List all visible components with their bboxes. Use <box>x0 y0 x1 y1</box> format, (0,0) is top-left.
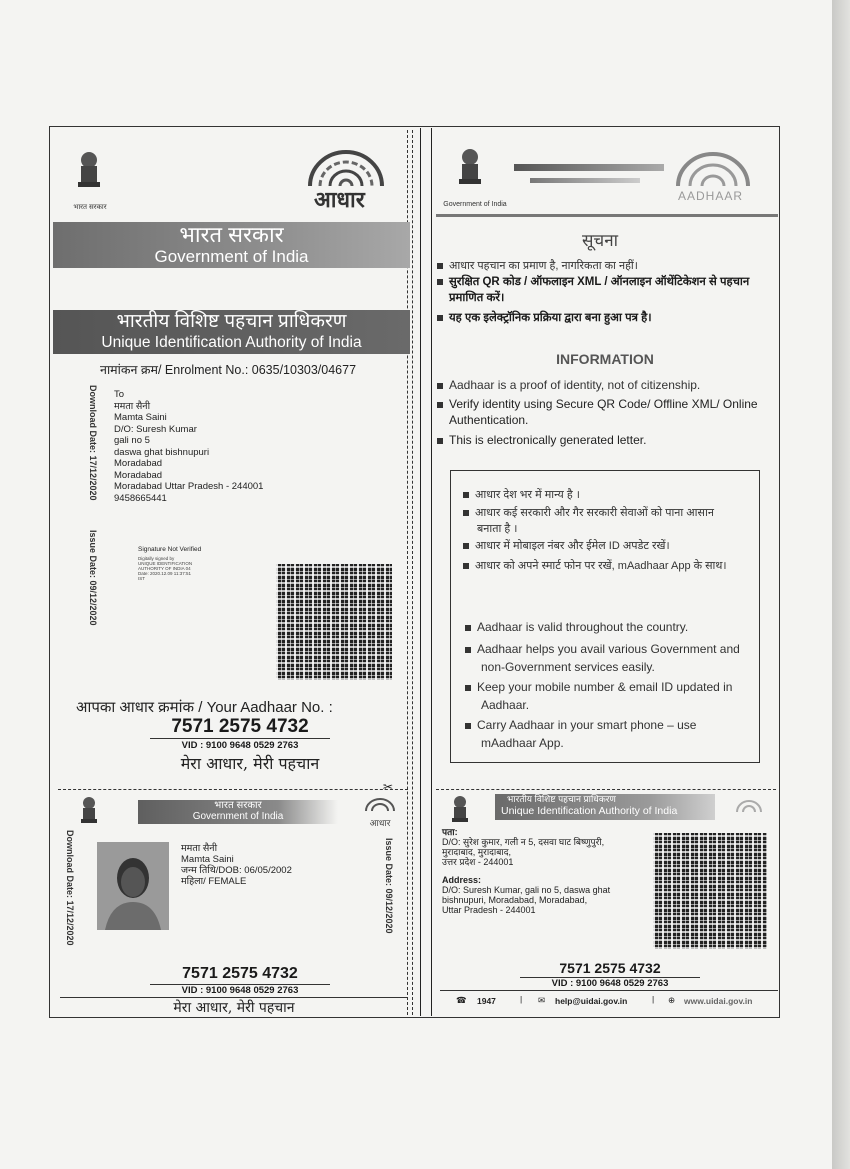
box-text: Carry Aadhaar in your smart phone – use mAadhaar App. <box>477 718 697 750</box>
address-line: Moradabad <box>114 458 163 469</box>
box-text: आधार देश भर में मान्य है । <box>475 489 580 501</box>
addr-label-hindi: पता: <box>442 827 458 837</box>
photo <box>97 842 169 930</box>
box-hindi-item <box>463 558 767 574</box>
address-line: daswa ghat bishnupuri <box>114 446 210 458</box>
info-text: This is electronically generated letter. <box>449 433 647 447</box>
center-separator <box>420 128 432 1016</box>
card-gov-band <box>138 800 338 824</box>
box-english-item <box>465 678 761 714</box>
vid-number: VID : 9100 9648 0529 2763 <box>150 738 330 751</box>
info-text: Aadhaar is a proof of identity, not of citizenship. <box>449 378 701 392</box>
signature-label: Signature Not Verified <box>138 546 202 553</box>
aadhaar-logo-text: आधार <box>314 187 365 212</box>
phone-icon: ☎ <box>456 995 467 1005</box>
notice-text: सुरक्षित QR कोड / ऑफलाइन XML / ऑनलाइन ऑथेंटिकेशन से पहचान प्रमाणित करें। <box>449 276 750 304</box>
bullet-icon <box>463 543 469 549</box>
box-english-item <box>465 716 741 752</box>
address-line: Moradabad Uttar Pradesh - 244001 <box>114 481 264 492</box>
horizontal-cut-line <box>58 789 408 790</box>
bullet-icon <box>437 263 443 269</box>
paper-edge-shadow <box>832 0 850 1169</box>
notice-text: यह एक इलेक्ट्रॉनिक प्रक्रिया द्वारा बना हुआ पत्र है। <box>449 312 652 324</box>
box-text: Keep your mobile number & email ID updated in Aadhaar. <box>477 680 733 712</box>
addr-line: D/O: Suresh Kumar, gali no 5, daswa ghat <box>442 885 611 895</box>
bullet-icon <box>437 402 443 408</box>
signature-detail: Digitally signed by <box>138 556 175 561</box>
phone-number: 9458665441 <box>114 492 167 504</box>
slogan: मेरा आधार, मेरी पहचान <box>180 754 320 773</box>
card-gov-english: Government of India <box>192 811 284 822</box>
info-text: Verify identity using Secure QR Code/ Offline XML/ Online Authentication. <box>449 397 758 427</box>
box-hindi-item <box>463 538 762 554</box>
header-rule <box>436 214 778 217</box>
bullet-icon <box>437 315 443 321</box>
bullet-icon <box>437 279 443 285</box>
right-horizontal-cut-line <box>436 789 776 790</box>
enrolment-number: नामांकन क्रम/ Enrolment No.: 0635/10303/04677 <box>100 363 357 377</box>
box-hindi-item <box>463 505 737 537</box>
back-uidai-hindi: भारतीय विशिष्ट पहचान प्राधिकरण <box>507 794 616 804</box>
card-gender: महिला/ FEMALE <box>181 876 247 887</box>
signature-detail: UNIQUE IDENTIFICATION <box>138 561 193 566</box>
back-emblem-icon <box>449 795 471 825</box>
addr-line: Uttar Pradesh - 244001 <box>442 905 536 915</box>
box-text: आधार में मोबाइल नंबर और ईमेल ID अपडेट रखें। <box>475 540 670 552</box>
bullet-icon <box>463 492 469 498</box>
bullet-icon <box>465 723 471 729</box>
box-text: Aadhaar helps you avail various Government and non-Government services easily. <box>477 642 740 674</box>
gov-hindi: भारत सरकार <box>179 222 284 247</box>
back-qr-code <box>653 833 767 949</box>
bullet-icon <box>465 647 471 653</box>
bullet-icon <box>437 383 443 389</box>
card-download-date: Download Date: 17/12/2020 <box>65 830 75 946</box>
box-text: आधार कई सरकारी और गैर सरकारी सेवाओं को पाना आसान बनाता है । <box>475 507 714 535</box>
addr-hindi-line: D/O: सुरेश कुमार, गली न 5, दसवा घाट बिष्णुपुरी, <box>442 837 605 847</box>
address-line: gali no 5 <box>114 435 150 446</box>
signature-detail: Date: 2020.12.09 11:37:51 <box>138 571 191 576</box>
address-line: D/O: Suresh Kumar <box>114 423 197 435</box>
notice-item <box>437 258 757 274</box>
back-fingerprint-icon <box>734 796 764 817</box>
signature-detail: AUTHORITY OF INDIA 04 <box>138 566 191 571</box>
uidai-hindi: भारतीय विशिष्ट पहचान प्राधिकरण <box>116 311 347 332</box>
bullet-icon <box>437 438 443 444</box>
signature-detail: IST <box>138 576 146 581</box>
card-fingerprint-icon <box>363 797 397 811</box>
card-details <box>181 843 341 887</box>
box-english-item <box>465 619 766 635</box>
card-slogan: मेरा आधार, मेरी पहचान <box>60 997 408 1015</box>
header-stripe <box>530 178 640 183</box>
card-logo-text: आधार <box>369 818 391 828</box>
right-fingerprint-icon <box>668 150 758 186</box>
email-icon: ✉ <box>538 995 546 1005</box>
card-aadhaar-logo <box>360 797 400 829</box>
address-line: ममता सैनी <box>114 400 151 412</box>
right-emblem-caption: Government of India <box>443 201 507 208</box>
uidai-band <box>53 310 410 354</box>
address-line: Moradabad <box>114 469 163 481</box>
addr-label: Address: <box>442 875 482 885</box>
back-address <box>442 827 642 915</box>
aadhaar-logo <box>300 148 392 212</box>
gov-english: Government of India <box>154 247 309 266</box>
back-vid: VID : 9100 9648 0529 2763 <box>520 977 700 989</box>
aadhaar-number: 7571 2575 4732 <box>171 716 309 737</box>
box-hindi-item <box>463 487 762 503</box>
bullet-icon <box>465 625 471 631</box>
right-logo-text: AADHAAR <box>678 189 744 203</box>
box-text: Aadhaar is valid throughout the country. <box>477 620 689 634</box>
bullet-icon <box>463 510 469 516</box>
qr-code <box>276 564 392 680</box>
card-dob: जन्म तिथि/DOB: 06/05/2002 <box>181 865 292 876</box>
addr-hindi-line: उत्तर प्रदेश - 244001 <box>442 857 514 867</box>
helpline-number: 1947 <box>477 996 496 1006</box>
address-line: Mamta Saini <box>114 412 167 423</box>
notice-item <box>437 274 769 306</box>
website[interactable]: www.uidai.gov.in <box>684 996 753 1006</box>
right-aadhaar-logo <box>668 150 760 206</box>
digital-signature <box>138 546 228 581</box>
card-issue-date: Issue Date: 09/12/2020 <box>384 838 394 934</box>
national-emblem-icon <box>73 150 105 196</box>
scissors-icon: ✂ <box>383 780 394 794</box>
card-vid: VID : 9100 9648 0529 2763 <box>150 984 330 996</box>
card-name: Mamta Saini <box>181 854 234 865</box>
notice-title: सूचना <box>581 231 619 250</box>
info-item <box>437 377 777 393</box>
aadhaar-fingerprint-icon <box>300 148 392 188</box>
globe-icon: ⊕ <box>668 995 676 1005</box>
address-line: To <box>114 389 125 400</box>
help-email[interactable]: help@uidai.gov.in <box>555 996 628 1006</box>
right-emblem-icon <box>455 148 485 190</box>
emblem-caption: भारत सरकार <box>73 204 107 211</box>
info-item <box>437 396 789 428</box>
notice-item <box>437 310 757 326</box>
info-item <box>437 432 777 448</box>
back-aadhaar-number: 7571 2575 4732 <box>559 960 661 976</box>
notice-text: आधार पहचान का प्रमाण है, नागरिकता का नहीं। <box>449 260 638 272</box>
bullet-icon <box>465 685 471 691</box>
recipient-address <box>114 389 314 504</box>
box-text: आधार को अपने स्मार्ट फोन पर रखें, mAadhaar App के साथ। <box>475 560 727 572</box>
bullet-icon <box>463 563 469 569</box>
information-title: INFORMATION <box>556 351 654 367</box>
back-uidai-english: Unique Identification Authority of India <box>501 805 678 817</box>
uidai-english: Unique Identification Authority of India <box>101 334 362 351</box>
back-uidai-band <box>495 794 715 820</box>
download-date: Download Date: 17/12/2020 <box>88 385 98 501</box>
card-emblem-icon <box>78 796 100 826</box>
gov-band <box>53 222 410 268</box>
issue-date: Issue Date: 09/12/2020 <box>88 530 98 626</box>
addr-line: bishnupuri, Moradabad, Moradabad, <box>442 895 588 905</box>
back-footer: ☎ 1947 | ✉ help@uidai.gov.in | ⊕ www.uidai.gov.in <box>440 990 778 1011</box>
card-aadhaar-number: 7571 2575 4732 <box>182 965 298 982</box>
addr-hindi-line: मुरादाबाद, मुरादाबाद, <box>442 847 512 857</box>
header-stripe <box>514 164 664 171</box>
aadhaar-no-label: आपका आधार क्रमांक / Your Aadhaar No. : <box>76 699 333 716</box>
box-english-item <box>465 640 761 676</box>
card-gov-hindi: भारत सरकार <box>214 800 262 811</box>
card-name-hindi: ममता सैनी <box>181 843 218 854</box>
